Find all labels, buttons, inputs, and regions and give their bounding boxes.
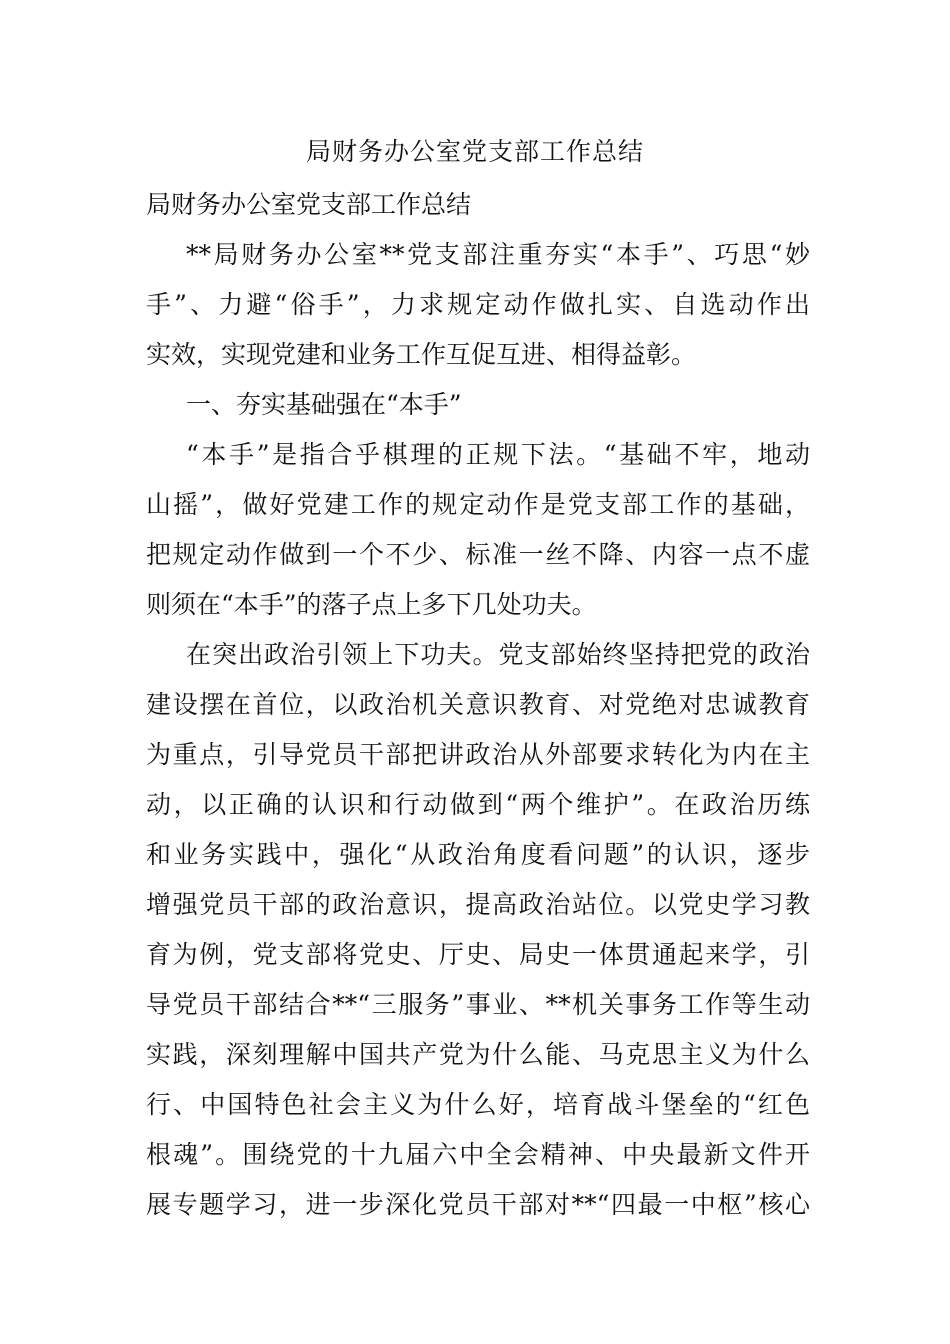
paragraph-line: 导党员干部结合**“三服务”事业、**机关事务工作等生动 [146, 990, 810, 1019]
section-heading: 一、夯实基础强在“本手” [186, 390, 462, 419]
paragraph-line: 和业务实践中，强化“从政治角度看问题”的认识，逐步 [146, 840, 810, 869]
paragraph-line: 实践，深刻理解中国共产党为什么能、马克思主义为什么 [146, 1040, 810, 1069]
paragraph-line: 山摇”，做好党建工作的规定动作是党支部工作的基础， [146, 490, 810, 519]
paragraph-line: 行、中国特色社会主义为什么好，培育战斗堡垒的“红色 [146, 1090, 810, 1119]
paragraph-line: 增强党员干部的政治意识，提高政治站位。以党史学习教 [146, 890, 810, 919]
paragraph-line: 手”、力避“俗手”，力求规定动作做扎实、自选动作出 [146, 290, 810, 319]
paragraph-line: 实效，实现党建和业务工作互促互进、相得益彰。 [146, 340, 697, 369]
paragraph-line: 则须在“本手”的落子点上多下几处功夫。 [146, 590, 597, 619]
paragraph-line: **局财务办公室**党支部注重夯实“本手”、巧思“妙 [186, 240, 810, 269]
subtitle-line: 局财务办公室党支部工作总结 [146, 190, 472, 219]
paragraph-line: 根魂”。围绕党的十九届六中全会精神、中央最新文件开 [146, 1140, 810, 1169]
paragraph-line: 展专题学习，进一步深化党员干部对**“四最一中枢”核心 [146, 1190, 810, 1219]
paragraph-line: 建设摆在首位，以政治机关意识教育、对党绝对忠诚教育 [146, 690, 810, 719]
document-body [146, 180, 810, 1230]
paragraph-line: 为重点，引导党员干部把讲政治从外部要求转化为内在主 [146, 740, 810, 769]
paragraph-line: 育为例，党支部将党史、厅史、局史一体贯通起来学，引 [146, 940, 810, 969]
paragraph-line: “本手”是指合乎棋理的正规下法。“基础不牢，地动 [186, 440, 810, 469]
paragraph-line: 在突出政治引领上下功夫。党支部始终坚持把党的政治 [186, 640, 810, 669]
paragraph-line: 把规定动作做到一个不少、标准一丝不降、内容一点不虚 [146, 540, 810, 569]
document-title: 局财务办公室党支部工作总结 [305, 137, 644, 166]
paragraph-line: 动，以正确的认识和行动做到“两个维护”。在政治历练 [146, 790, 810, 819]
